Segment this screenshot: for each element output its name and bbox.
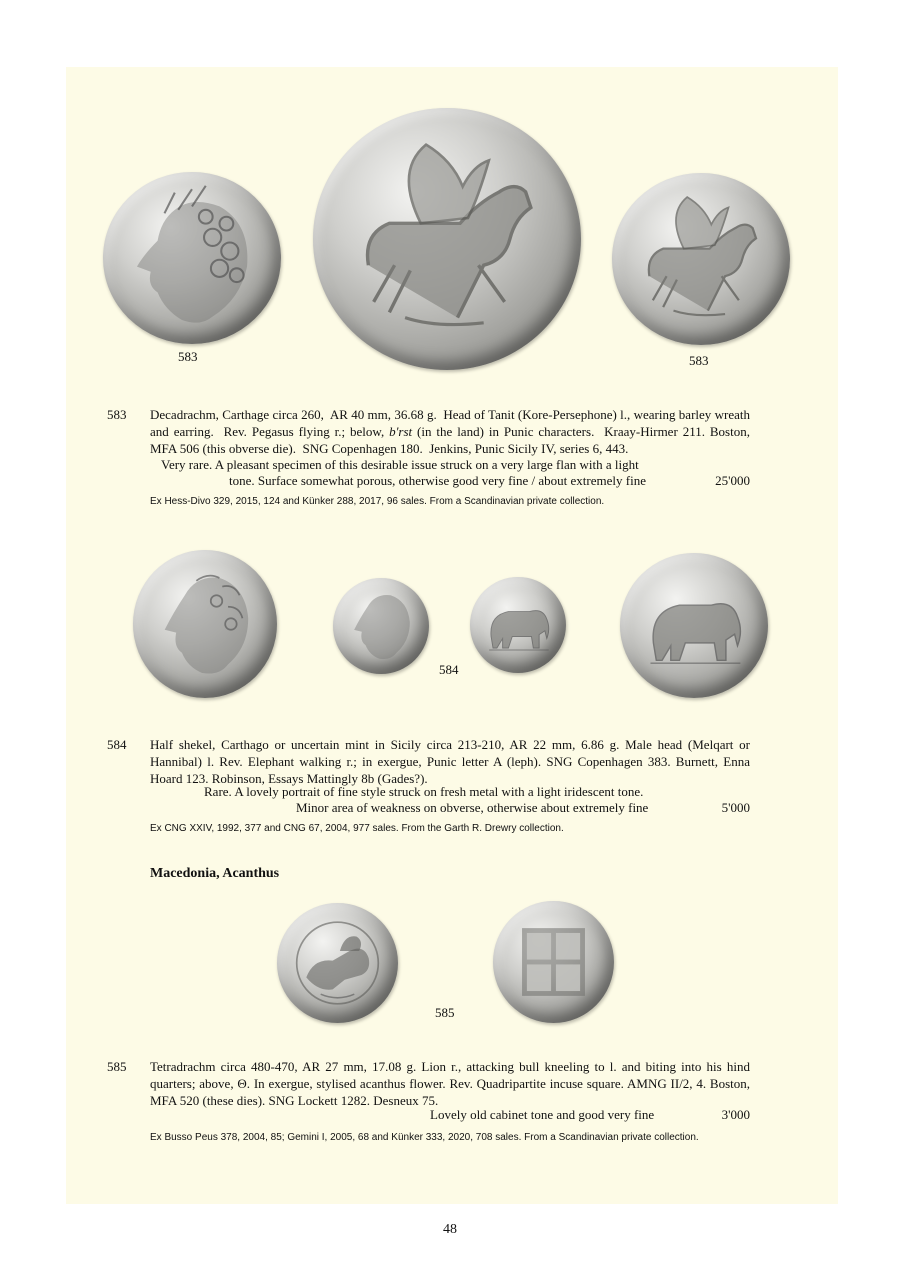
pegasus-icon bbox=[313, 108, 581, 370]
coin-584-obverse-large-image bbox=[133, 550, 277, 698]
plate-label-583-left: 583 bbox=[178, 349, 198, 364]
lot-description-583: Decadrachm, Carthage circa 260, AR 40 mm, 36.68 g. Head of Tanit (Kore-Persephone) l., wearing barley wreath and earring. Rev. Pegasus flying r.; below, b'rst (in the land) in Punic characters. Kraay-Hirmer 211. Boston, MFA 506 (this obverse die). SNG Copenhagen 180. Jenkins, Punic Sicily IV, series 6, 443. bbox=[150, 407, 750, 456]
page-number: 48 bbox=[443, 1222, 457, 1237]
male-head-icon bbox=[333, 578, 429, 674]
provenance-583: Ex Hess-Divo 329, 2015, 124 and Künker 288, 2017, 96 sales. From a Scandinavian private collection. bbox=[150, 496, 605, 507]
coin-583-reverse-image bbox=[612, 173, 790, 345]
plate-label-585: 585 bbox=[435, 1005, 455, 1020]
elephant-icon bbox=[470, 577, 566, 673]
provenance-585: Ex Busso Peus 378, 2004, 85; Gemini I, 2005, 68 and Künker 333, 2020, 708 sales. From a Scandinavian private collection. bbox=[150, 1132, 699, 1143]
elephant-icon bbox=[620, 553, 768, 698]
plate-label-584: 584 bbox=[439, 662, 459, 677]
price-585: 3'000 bbox=[721, 1107, 750, 1122]
lot-number-585: 585 bbox=[107, 1059, 127, 1074]
condition-line-585-1: Lovely old cabinet tone and good very fine bbox=[430, 1107, 655, 1122]
condition-line-584-1: Rare. A lovely portrait of fine style struck on fresh metal with a light iridescent tone. bbox=[204, 784, 644, 799]
coin-584-reverse-image bbox=[470, 577, 566, 673]
male-head-icon bbox=[133, 550, 277, 698]
coin-585-reverse-image bbox=[493, 901, 614, 1023]
condition-line-583-1: Very rare. A pleasant specimen of this desirable issue struck on a very large flan with a light bbox=[161, 457, 639, 472]
condition-line-583-2: tone. Surface somewhat porous, otherwise good very fine / about extremely fine bbox=[229, 473, 646, 488]
section-heading: Macedonia, Acanthus bbox=[150, 866, 280, 881]
price-583: 25'000 bbox=[715, 473, 750, 488]
pegasus-icon bbox=[612, 173, 790, 345]
coin-583-reverse-large-image bbox=[313, 108, 581, 370]
lot-number-583: 583 bbox=[107, 407, 127, 422]
lot-description-584: Half shekel, Carthago or uncertain mint in Sicily circa 213-210, AR 22 mm, 6.86 g. Male head (Melqart or Hannibal) l. Rev. Elephant walking r.; in exergue, Punic letter A (leph). SNG Copenhagen 383. Burnett, Enna Hoard 123. Robinson, Essays Mattingly 8b (Gades?). bbox=[150, 737, 750, 786]
provenance-584: Ex CNG XXIV, 1992, 377 and CNG 67, 2004, 977 sales. From the Garth R. Drewry collection. bbox=[150, 823, 564, 834]
incuse-square-icon bbox=[493, 901, 614, 1023]
price-584: 5'000 bbox=[721, 800, 750, 815]
lot-description-585: Tetradrachm circa 480-470, AR 27 mm, 17.08 g. Lion r., attacking bull kneeling to l. and biting into his hind quarters; above, Θ. In exergue, stylised acanthus flower. Rev. Quadripartite incuse square. AMNG II/2, 4. Boston, MFA 520 (these dies). SNG Lockett 1282. Desneux 75. bbox=[150, 1059, 750, 1108]
condition-line-584-2: Minor area of weakness on obverse, otherwise about extremely fine bbox=[296, 800, 649, 815]
tanit-head-icon bbox=[103, 172, 281, 344]
coin-583-obverse-image bbox=[103, 172, 281, 344]
coin-584-obverse-image bbox=[333, 578, 429, 674]
coin-585-obverse-image bbox=[277, 903, 398, 1023]
lot-number-584: 584 bbox=[107, 737, 127, 752]
coin-584-reverse-large-image bbox=[620, 553, 768, 698]
lion-attacking-bull-icon bbox=[277, 903, 398, 1023]
plate-label-583-right: 583 bbox=[689, 353, 709, 368]
